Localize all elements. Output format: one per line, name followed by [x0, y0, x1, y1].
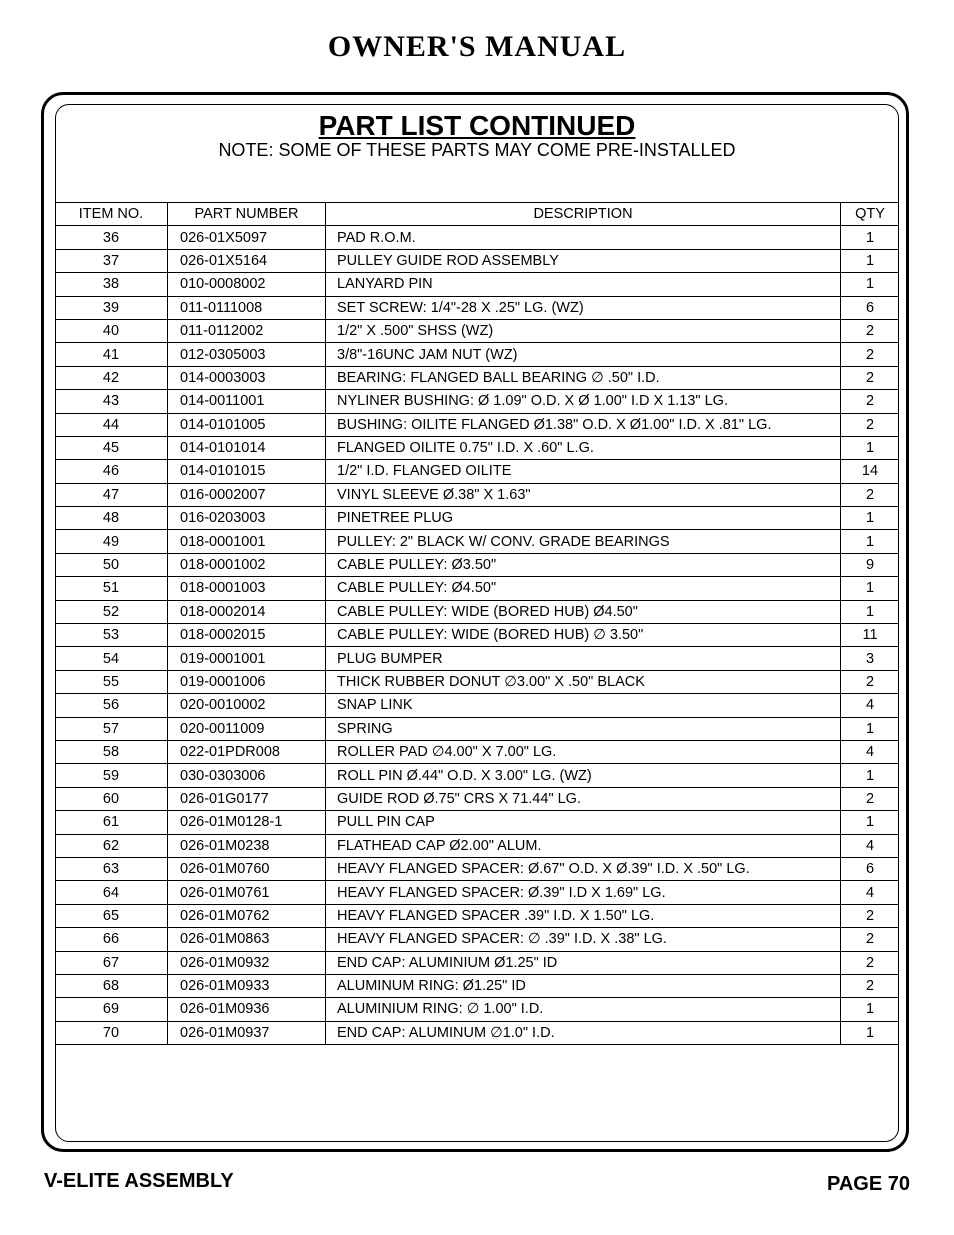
item-no-cell: 46 [55, 460, 168, 483]
description-cell: THICK RUBBER DONUT ∅3.00" X .50" BLACK [326, 670, 841, 693]
description-cell: HEAVY FLANGED SPACER: Ø.39" I.D X 1.69" LG. [326, 881, 841, 904]
part-number-cell: 010-0008002 [168, 273, 326, 296]
table-row [55, 530, 899, 553]
qty-cell: 1 [841, 764, 900, 787]
qty-cell: 2 [841, 390, 900, 413]
item-no-cell: 70 [55, 1021, 168, 1044]
qty-cell: 2 [841, 787, 900, 810]
table-row [55, 857, 899, 880]
item-no-cell: 64 [55, 881, 168, 904]
section-title: PART LIST CONTINUED [318, 110, 636, 141]
description-cell: SPRING [326, 717, 841, 740]
part-number-cell: 019-0001001 [168, 647, 326, 670]
table-row [55, 624, 899, 647]
item-no-cell: 57 [55, 717, 168, 740]
table-row [55, 834, 899, 857]
qty-cell: 11 [841, 624, 900, 647]
part-number-cell: 026-01G0177 [168, 787, 326, 810]
qty-cell: 2 [841, 319, 900, 342]
description-cell: HEAVY FLANGED SPACER .39" I.D. X 1.50" LG. [326, 904, 841, 927]
description-cell: FLANGED OILITE 0.75" I.D. X .60" L.G. [326, 436, 841, 459]
table-row [55, 319, 899, 342]
item-no-cell: 65 [55, 904, 168, 927]
qty-cell: 2 [841, 951, 900, 974]
table-row [55, 670, 899, 693]
description-cell: END CAP: ALUMINUM ∅1.0" I.D. [326, 1021, 841, 1044]
part-number-cell: 030-0303006 [168, 764, 326, 787]
item-no-cell: 62 [55, 834, 168, 857]
description-cell: LANYARD PIN [326, 273, 841, 296]
item-no-cell: 60 [55, 787, 168, 810]
table-row [55, 296, 899, 319]
table-row [55, 413, 899, 436]
table-row [55, 483, 899, 506]
item-no-cell: 38 [55, 273, 168, 296]
qty-cell: 2 [841, 413, 900, 436]
table-row [55, 904, 899, 927]
description-cell: ROLLER PAD ∅4.00" X 7.00" LG. [326, 740, 841, 763]
item-no-cell: 39 [55, 296, 168, 319]
description-cell: PINETREE PLUG [326, 507, 841, 530]
table-row [55, 717, 899, 740]
item-no-cell: 67 [55, 951, 168, 974]
item-no-cell: 56 [55, 694, 168, 717]
page-number: PAGE 70 [827, 1173, 910, 1195]
column-header-description: DESCRIPTION [326, 203, 841, 226]
table-row [55, 249, 899, 272]
item-no-cell: 59 [55, 764, 168, 787]
table-header-row [55, 203, 899, 226]
qty-cell: 1 [841, 577, 900, 600]
table-row [55, 343, 899, 366]
part-number-cell: 020-0010002 [168, 694, 326, 717]
part-number-cell: 026-01X5164 [168, 249, 326, 272]
table-row [55, 811, 899, 834]
table-row [55, 647, 899, 670]
item-no-cell: 40 [55, 319, 168, 342]
description-cell: NYLINER BUSHING: Ø 1.09" O.D. X Ø 1.00" I.D X 1.13" LG. [326, 390, 841, 413]
description-cell: CABLE PULLEY: WIDE (BORED HUB) ∅ 3.50" [326, 624, 841, 647]
part-number-cell: 014-0101014 [168, 436, 326, 459]
description-cell: SNAP LINK [326, 694, 841, 717]
part-number-cell: 016-0203003 [168, 507, 326, 530]
part-number-cell: 026-01M0933 [168, 974, 326, 997]
item-no-cell: 43 [55, 390, 168, 413]
qty-cell: 1 [841, 1021, 900, 1044]
item-no-cell: 37 [55, 249, 168, 272]
qty-cell: 6 [841, 296, 900, 319]
part-number-cell: 026-01M0762 [168, 904, 326, 927]
part-number-cell: 018-0001002 [168, 553, 326, 576]
part-number-cell: 020-0011009 [168, 717, 326, 740]
item-no-cell: 68 [55, 974, 168, 997]
table-row [55, 436, 899, 459]
description-cell: HEAVY FLANGED SPACER: Ø.67" O.D. X Ø.39" I.D. X .50" LG. [326, 857, 841, 880]
description-cell: ROLL PIN Ø.44" O.D. X 3.00" LG. (WZ) [326, 764, 841, 787]
table-row [55, 928, 899, 951]
qty-cell: 1 [841, 998, 900, 1021]
column-header-part-number: PART NUMBER [168, 203, 326, 226]
part-number-cell: 026-01M0937 [168, 1021, 326, 1044]
description-cell: PAD R.O.M. [326, 226, 841, 249]
qty-cell: 4 [841, 694, 900, 717]
assembly-name: V-ELITE ASSEMBLY [44, 1170, 234, 1192]
column-header-qty: QTY [841, 203, 900, 226]
part-number-cell: 014-0011001 [168, 390, 326, 413]
part-number-cell: 018-0002014 [168, 600, 326, 623]
part-number-cell: 014-0101005 [168, 413, 326, 436]
part-number-cell: 026-01X5097 [168, 226, 326, 249]
qty-cell: 1 [841, 273, 900, 296]
part-number-cell: 014-0003003 [168, 366, 326, 389]
qty-cell: 14 [841, 460, 900, 483]
part-number-cell: 026-01M0238 [168, 834, 326, 857]
table-row [55, 460, 899, 483]
table-row [55, 787, 899, 810]
description-cell: VINYL SLEEVE Ø.38" X 1.63" [326, 483, 841, 506]
qty-cell: 9 [841, 553, 900, 576]
qty-cell: 2 [841, 343, 900, 366]
qty-cell: 4 [841, 881, 900, 904]
qty-cell: 2 [841, 904, 900, 927]
part-number-cell: 018-0001003 [168, 577, 326, 600]
item-no-cell: 45 [55, 436, 168, 459]
item-no-cell: 36 [55, 226, 168, 249]
item-no-cell: 41 [55, 343, 168, 366]
description-cell: PULLEY: 2" BLACK W/ CONV. GRADE BEARINGS [326, 530, 841, 553]
description-cell: 1/2" I.D. FLANGED OILITE [326, 460, 841, 483]
parts-table-body [55, 226, 899, 1045]
description-cell: END CAP: ALUMINIUM Ø1.25" ID [326, 951, 841, 974]
part-number-cell: 011-0111008 [168, 296, 326, 319]
part-number-cell: 022-01PDR008 [168, 740, 326, 763]
description-cell: ALUMINUM RING: Ø1.25" ID [326, 974, 841, 997]
table-row [55, 881, 899, 904]
qty-cell: 3 [841, 647, 900, 670]
table-row [55, 764, 899, 787]
description-cell: CABLE PULLEY: WIDE (BORED HUB) Ø4.50" [326, 600, 841, 623]
column-header-item-no: ITEM NO. [55, 203, 168, 226]
qty-cell: 1 [841, 530, 900, 553]
part-number-cell: 026-01M0128-1 [168, 811, 326, 834]
description-cell: CABLE PULLEY: Ø4.50" [326, 577, 841, 600]
item-no-cell: 66 [55, 928, 168, 951]
qty-cell: 1 [841, 249, 900, 272]
item-no-cell: 53 [55, 624, 168, 647]
item-no-cell: 58 [55, 740, 168, 763]
qty-cell: 2 [841, 928, 900, 951]
description-cell: 3/8"-16UNC JAM NUT (WZ) [326, 343, 841, 366]
table-row [55, 740, 899, 763]
qty-cell: 1 [841, 436, 900, 459]
qty-cell: 2 [841, 974, 900, 997]
description-cell: PULLEY GUIDE ROD ASSEMBLY [326, 249, 841, 272]
part-number-cell: 011-0112002 [168, 319, 326, 342]
table-row [55, 951, 899, 974]
table-row [55, 577, 899, 600]
qty-cell: 1 [841, 717, 900, 740]
qty-cell: 2 [841, 483, 900, 506]
description-cell: GUIDE ROD Ø.75" CRS X 71.44" LG. [326, 787, 841, 810]
table-row [55, 226, 899, 249]
part-number-cell: 026-01M0760 [168, 857, 326, 880]
item-no-cell: 69 [55, 998, 168, 1021]
table-row [55, 273, 899, 296]
table-row [55, 553, 899, 576]
table-row [55, 998, 899, 1021]
item-no-cell: 52 [55, 600, 168, 623]
qty-cell: 4 [841, 834, 900, 857]
part-number-cell: 014-0101015 [168, 460, 326, 483]
description-cell: FLATHEAD CAP Ø2.00" ALUM. [326, 834, 841, 857]
description-cell: ALUMINIUM RING: ∅ 1.00" I.D. [326, 998, 841, 1021]
item-no-cell: 55 [55, 670, 168, 693]
part-number-cell: 026-01M0761 [168, 881, 326, 904]
description-cell: BUSHING: OILITE FLANGED Ø1.38" O.D. X Ø1.00" I.D. X .81" LG. [326, 413, 841, 436]
table-row [55, 1021, 899, 1044]
part-number-cell: 026-01M0932 [168, 951, 326, 974]
item-no-cell: 51 [55, 577, 168, 600]
description-cell: SET SCREW: 1/4"-28 X .25" LG. (WZ) [326, 296, 841, 319]
table-row [55, 366, 899, 389]
part-number-cell: 018-0002015 [168, 624, 326, 647]
item-no-cell: 42 [55, 366, 168, 389]
item-no-cell: 49 [55, 530, 168, 553]
item-no-cell: 50 [55, 553, 168, 576]
qty-cell: 6 [841, 857, 900, 880]
qty-cell: 2 [841, 670, 900, 693]
description-cell: HEAVY FLANGED SPACER: ∅ .39" I.D. X .38" LG. [326, 928, 841, 951]
qty-cell: 1 [841, 507, 900, 530]
table-row [55, 507, 899, 530]
table-row [55, 694, 899, 717]
item-no-cell: 61 [55, 811, 168, 834]
item-no-cell: 47 [55, 483, 168, 506]
item-no-cell: 48 [55, 507, 168, 530]
item-no-cell: 54 [55, 647, 168, 670]
part-number-cell: 026-01M0863 [168, 928, 326, 951]
qty-cell: 1 [841, 811, 900, 834]
part-number-cell: 019-0001006 [168, 670, 326, 693]
parts-table [55, 202, 899, 1045]
item-no-cell: 63 [55, 857, 168, 880]
description-cell: BEARING: FLANGED BALL BEARING ∅ .50" I.D. [326, 366, 841, 389]
part-number-cell: 026-01M0936 [168, 998, 326, 1021]
pre-installed-note: NOTE: SOME OF THESE PARTS MAY COME PRE-INSTALLED [218, 140, 736, 160]
part-number-cell: 016-0002007 [168, 483, 326, 506]
manual-title: OWNER'S MANUAL [327, 30, 627, 63]
qty-cell: 1 [841, 600, 900, 623]
table-row [55, 974, 899, 997]
part-number-cell: 018-0001001 [168, 530, 326, 553]
description-cell: CABLE PULLEY: Ø3.50" [326, 553, 841, 576]
item-no-cell: 44 [55, 413, 168, 436]
qty-cell: 4 [841, 740, 900, 763]
part-number-cell: 012-0305003 [168, 343, 326, 366]
qty-cell: 2 [841, 366, 900, 389]
description-cell: 1/2" X .500" SHSS (WZ) [326, 319, 841, 342]
description-cell: PULL PIN CAP [326, 811, 841, 834]
table-row [55, 390, 899, 413]
qty-cell: 1 [841, 226, 900, 249]
table-row [55, 600, 899, 623]
description-cell: PLUG BUMPER [326, 647, 841, 670]
